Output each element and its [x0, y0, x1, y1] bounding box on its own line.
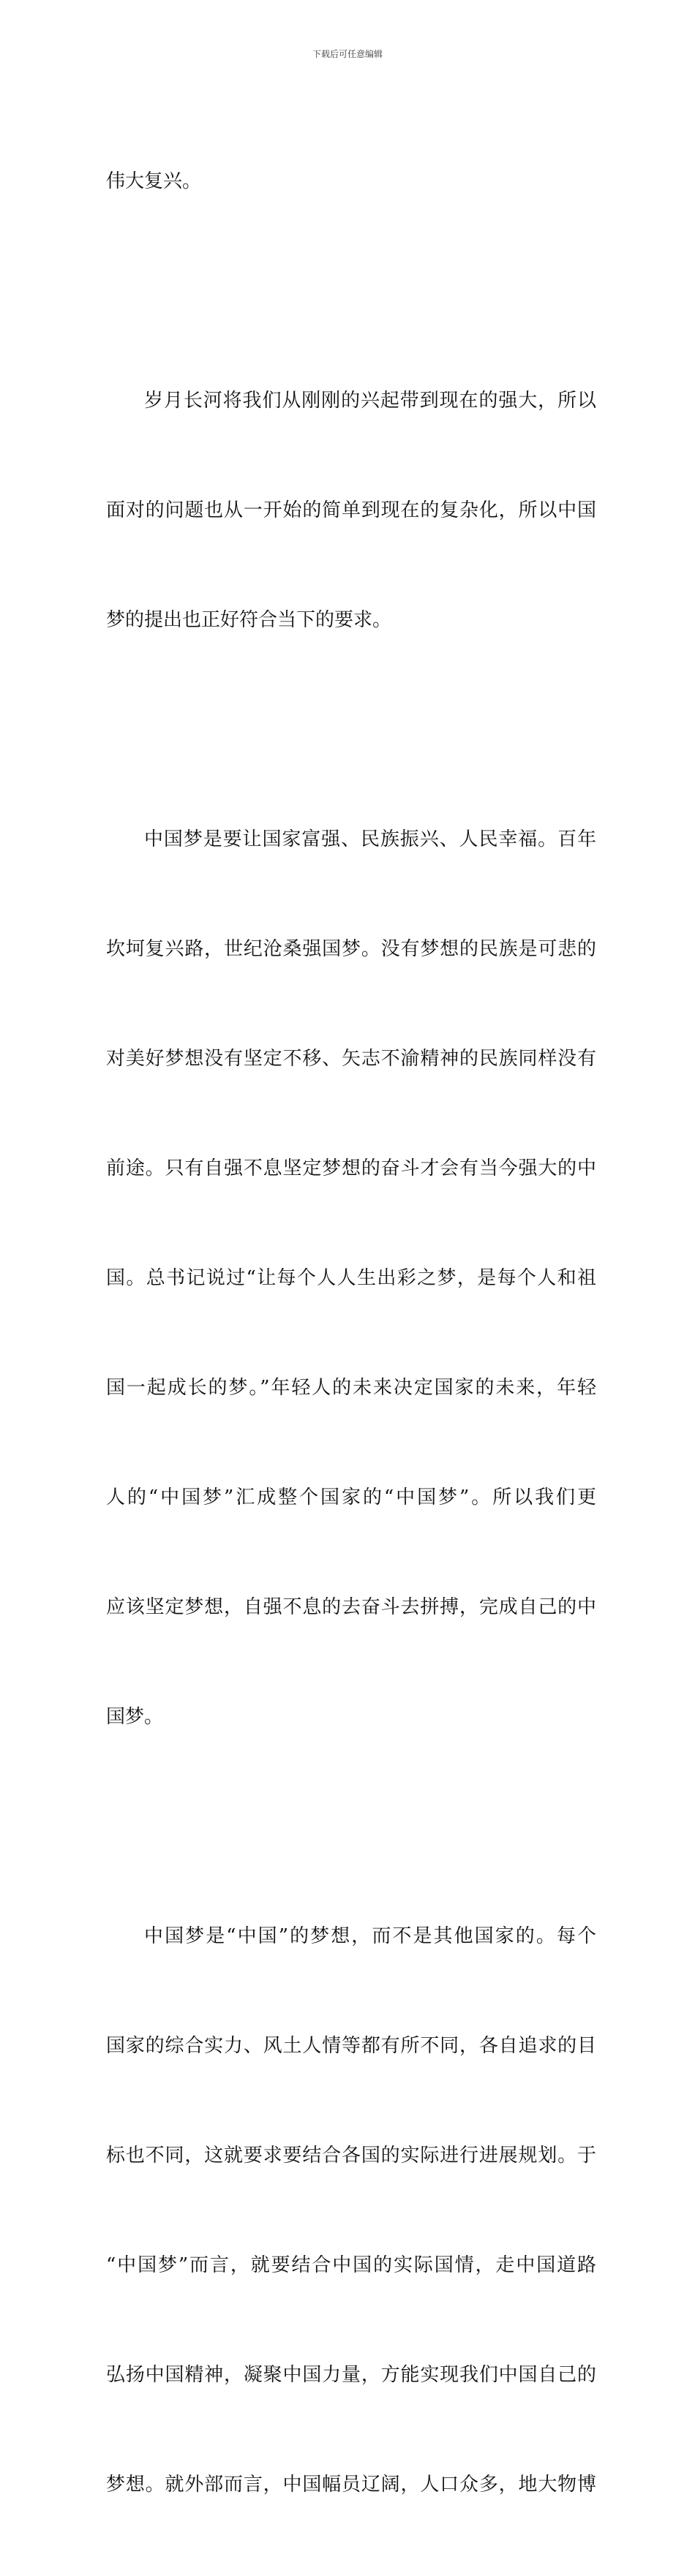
paragraph-4: [106, 1845, 596, 2576]
text-line: 伟大复兴。: [106, 170, 202, 192]
text-line: 对美好梦想没有坚定不移、矢志不渝精神的民族同样没有: [106, 1048, 596, 1070]
text-line: 梦想。就外部而言，中国幅员辽阔，人口众多，地大物博: [106, 2474, 596, 2496]
paragraph-gap: [106, 273, 596, 309]
paragraph-3: [106, 748, 596, 1808]
text-line: 中国梦是要让国家富强、民族振兴、人民幸福。百年: [144, 828, 596, 850]
text-line: “中国梦”而言，就要结合中国的实际国情，走中国道路: [106, 2254, 596, 2276]
text-line: 国家的综合实力、风土人情等都有所不同，各自追求的目: [106, 2035, 596, 2057]
text-line: 前途。只有自强不息坚定梦想的奋斗才会有当今强大的中: [106, 1157, 596, 1179]
header-note: 下载后可任意编辑: [312, 49, 383, 59]
text-line: 标也不同，这就要求要结合各国的实际进行进展规划。于: [106, 2145, 596, 2167]
text-line: 坎坷复兴路，世纪沧桑强国梦。没有梦想的民族是可悲的: [106, 938, 596, 960]
paragraph-1: [106, 90, 596, 273]
text-line: 应该坚定梦想，自强不息的去奋斗去拼搏，完成自己的中: [106, 1596, 596, 1618]
text-line: 梦的提出也正好符合当下的要求。: [106, 609, 392, 631]
text-line: 面对的问题也从一开始的简单到现在的复杂化，所以中国: [106, 499, 596, 521]
text-line: 国一起成长的梦。”年轻人的未来决定国家的未来，年轻: [106, 1377, 596, 1399]
paragraph-gap: [106, 711, 596, 748]
text-line: 国。总书记说过“让每个人人生出彩之梦，是每个人和祖: [106, 1267, 596, 1289]
text-line: 中国梦是“中国”的梦想，而不是其他国家的。每个: [144, 1925, 596, 1947]
text-line: 国梦。: [106, 1706, 164, 1728]
document-body: [106, 90, 596, 2576]
text-line: 岁月长河将我们从刚刚的兴起带到现在的强大，所以: [144, 390, 596, 412]
text-line: 人的“中国梦”汇成整个国家的“中国梦”。所以我们更: [106, 1487, 596, 1508]
text-line: 弘扬中国精神，凝聚中国力量，方能实现我们中国自己的: [106, 2364, 596, 2386]
paragraph-2: [106, 309, 596, 711]
paragraph-gap: [106, 1808, 596, 1845]
